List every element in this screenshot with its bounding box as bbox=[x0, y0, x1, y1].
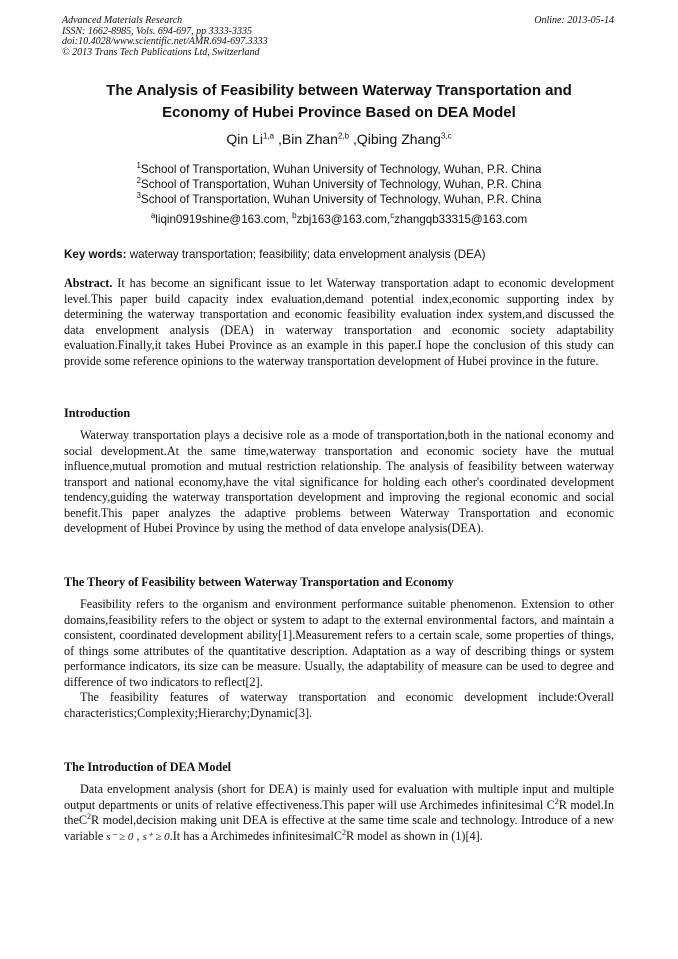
introduction-body bbox=[64, 428, 614, 537]
author-list bbox=[40, 131, 638, 147]
email-a[interactable]: liqin0919shine@163.com, bbox=[155, 213, 293, 226]
email-b[interactable]: zbj163@163.com, bbox=[296, 213, 391, 226]
affiliation-2: $^2$School of Transportation, Wuhan University of Technology, Wuhan, P.R. China bbox=[136, 176, 542, 191]
keywords bbox=[64, 248, 485, 261]
author-3-sup: 3,c bbox=[440, 131, 452, 141]
affiliation-1: $^1$School of Transportation, Wuhan University of Technology, Wuhan, P.R. China bbox=[136, 161, 542, 176]
author-3: ,Qibing Zhang bbox=[349, 131, 441, 147]
affiliation-3: $^3$School of Transportation, Wuhan University of Technology, Wuhan, P.R. China bbox=[136, 191, 542, 206]
theory-paragraph-2: The feasibility features of waterway transportation and economic development include:Overall characteristics;Complexity;Hierarchy;Dynamic[3]. bbox=[64, 690, 614, 720]
keywords-label: Key words: bbox=[64, 248, 127, 261]
section-introduction-title: Introduction bbox=[64, 406, 131, 420]
keywords-text: waterway transportation; feasibility; data envelopment analysis (DEA) bbox=[126, 248, 486, 261]
formula-s-plus: s⁺ ≥ 0 bbox=[142, 830, 170, 843]
abstract-label: Abstract. bbox=[64, 276, 113, 290]
dea-paragraph: Data envelopment analysis (short for DEA) is mainly used for evaluation with multiple input and multiple output departments or units of relative effectiveness.This paper will use Archimedes infinitesimal $C^2R$ model.In theC$^2$R model,decision making unit DEA is effective at the same time scale and technology. Introduce of a new variable s⁻ ≥ 0 , s⁺ ≥ 0.It has a Archimedes infinitesimalC$^2$R model as shown in (1)[4]. bbox=[64, 782, 615, 843]
author-1-sup: 1,a bbox=[262, 131, 275, 141]
section-dea-title: The Introduction of DEA Model bbox=[64, 760, 232, 774]
introduction-paragraph: Waterway transportation plays a decisive role as a mode of transportation,both in the national economy and social development.At the same time,waterway transportation and economic society have the mutual influence,mutual promotion and mutual restriction relationship. The analysis of feasibility between waterway transport and national economy,have the vital significance for holding each other's coordinated development tendency,guiding the waterway transportation development and improving the regional economic and social benefit.This paper analyzes the adaptive problems between Waterway Transportation and economic development of Hubei Province by using the method of data envelope analysis(DEA). bbox=[64, 428, 614, 535]
abstract bbox=[64, 276, 614, 369]
theory-body bbox=[64, 597, 614, 721]
author-2-sup: 2,b bbox=[337, 131, 350, 141]
paper-title bbox=[40, 80, 638, 124]
issn-line: ISSN: 1662-8985, Vols. 694-697, pp 3333-3335 bbox=[62, 25, 252, 37]
author-1: Qin Li bbox=[226, 131, 263, 147]
online-date: Online: 2013-05-14 bbox=[534, 15, 614, 26]
email-line: $^a$liqin0919shine@163.com, $^b$zbj163@163.com,$^c$zhangqb33315@163.com bbox=[150, 211, 528, 226]
formula-s-minus: s⁻ ≥ 0 bbox=[106, 830, 134, 843]
abstract-text: It has become an significant issue to let Waterway transportation adapt to economic development level.This paper build capacity index evaluation,demand potential index,economic supporting index by determining the waterway transportation and economic feasibility evaluation index system,and discussed the data envelopment analysis (DEA) in waterway transportation and economic society adaptability evaluation.Finally,it takes Hubei Province as an example in this paper.I hope the conclusion of this study can provide some reference opinions to the waterway transportation development of Hubei province in the future. bbox=[64, 276, 614, 368]
affiliations bbox=[40, 162, 638, 207]
section-theory-title: The Theory of Feasibility between Waterway Transportation and Economy bbox=[64, 575, 454, 589]
journal-name: Advanced Materials Research bbox=[62, 15, 183, 26]
copyright-line: © 2013 Trans Tech Publications Ltd, Switzerland bbox=[62, 46, 260, 58]
email-c[interactable]: zhangqb33315@163.com bbox=[394, 213, 528, 226]
doi-line[interactable]: doi:10.4028/www.scientific.net/AMR.694-697.3333 bbox=[62, 36, 268, 47]
journal-header bbox=[62, 16, 268, 58]
theory-paragraph-1: Feasibility refers to the organism and environment performance suitable phenomenon. Extension to other domains,feasibility refers to the object or system to adapt to the external environmental factors, and maintain a consistent, coordinated development ability[1].Measurement refers to a certain scale, some properties of things, of things some attributes of the quantitative description. Adaptation as a way of describing things or system performance indicators, its size can be measure. Usually, the adaptability of measure can be used to degree and difference of two indicators to reflect[2]. bbox=[64, 597, 614, 689]
title-line-1: The Analysis of Feasibility between Waterway Transportation and bbox=[106, 82, 572, 99]
title-line-2: Economy of Hubei Province Based on DEA Model bbox=[162, 104, 516, 121]
dea-body bbox=[64, 782, 614, 845]
author-2: ,Bin Zhan bbox=[274, 131, 338, 147]
